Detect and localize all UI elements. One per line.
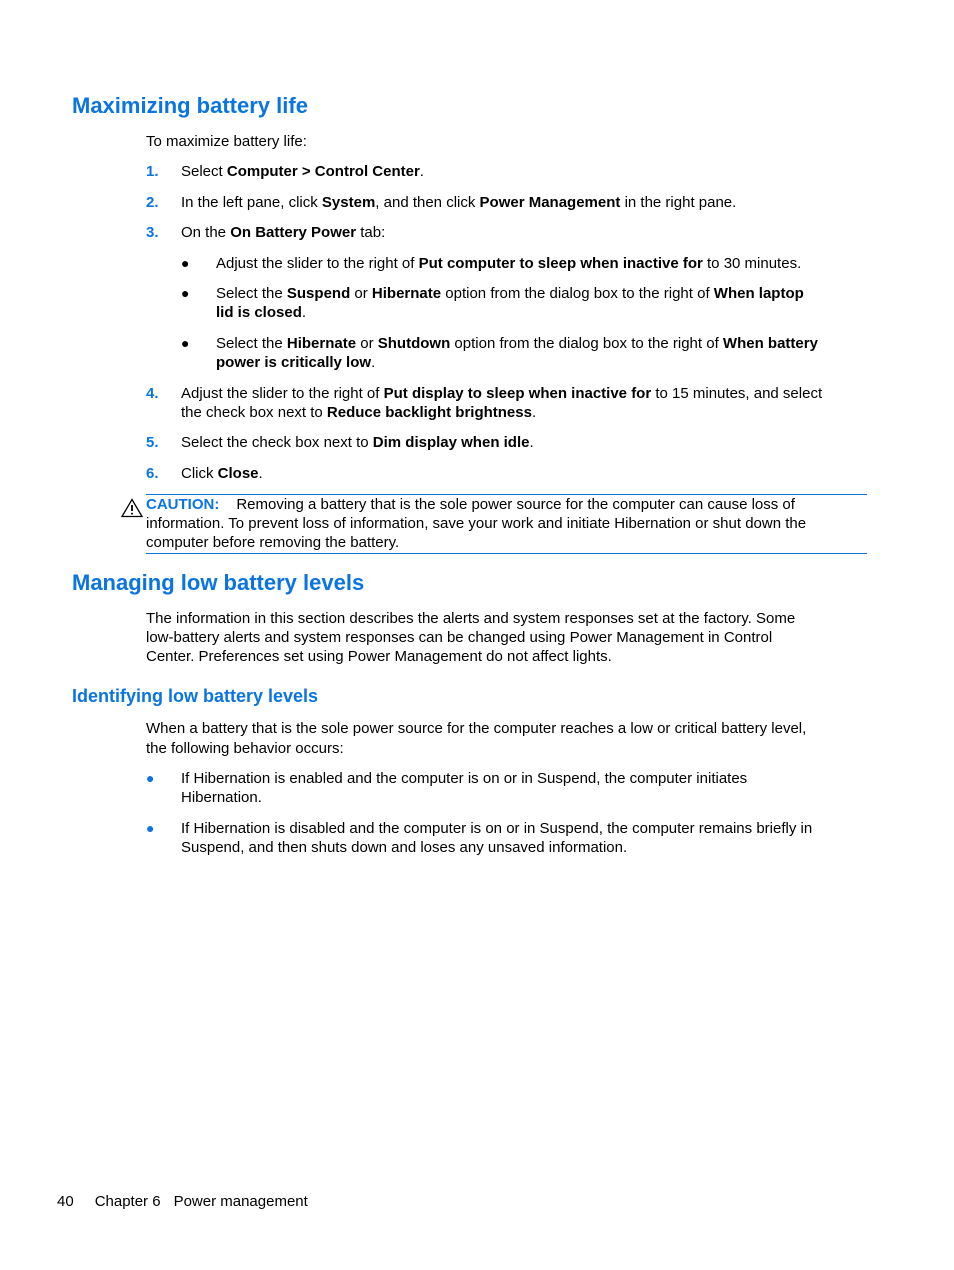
bullet-icon: ● [181,335,190,351]
heading-identifying-low-battery-levels: Identifying low battery levels [72,686,319,706]
step-text: Select Computer > Control Center. [181,163,424,180]
sub-bullet-text: Select the Hibernate or Shutdown option from the dialog box to the right of When battery [216,335,818,352]
bullet-icon: ● [181,285,190,301]
bullet-icon: ● [181,255,190,271]
step-number: 3. [146,224,159,241]
chapter-label: Chapter 6 [94,1193,161,1210]
step-number: 6. [146,465,159,482]
sub-bullet-text-cont: lid is closed. [216,304,307,321]
bullet-icon: ● [146,770,155,786]
step-number: 5. [146,434,159,451]
step-text: On the On Battery Power tab: [181,224,386,241]
paragraph-line: When a battery that is the sole power source for the computer reaches a low or critical battery level, [146,720,807,737]
caution-bottom-rule [146,553,867,554]
sub-bullet-text-cont: power is critically low. [216,354,376,371]
step-number: 1. [146,163,159,180]
paragraph-line: the following behavior occurs: [146,740,344,757]
step-text: In the left pane, click System, and then click Power Management in the right pane. [181,194,737,211]
paragraph-line: low-battery alerts and system responses can be changed using Power Management in Control [146,629,773,646]
caution-line-3: computer before removing the battery. [146,534,400,551]
step-text: Adjust the slider to the right of Put display to sleep when inactive for to 15 minutes, and select [181,385,823,402]
step-text: Select the check box next to Dim display when idle. [181,434,534,451]
warning-triangle-icon [121,498,143,518]
bullet-text-cont: Suspend, and then shuts down and loses any unsaved information. [181,839,628,856]
caution-line-1: CAUTION: Removing a battery that is the sole power source for the computer can cause loss of [146,496,795,513]
step-number: 4. [146,385,159,402]
caution-label: CAUTION: [146,496,220,513]
page-number: 40 [57,1193,74,1210]
heading-maximizing-battery-life: Maximizing battery life [72,93,308,118]
step-text: Click Close. [181,465,263,482]
bullet-icon: ● [146,820,155,836]
bullet-text: If Hibernation is enabled and the computer is on or in Suspend, the computer initiates [181,770,748,787]
bullet-text-cont: Hibernation. [181,789,262,806]
step-text-cont: the check box next to Reduce backlight brightness. [181,404,537,421]
caution-line-2: information. To prevent loss of information, save your work and initiate Hibernation or shut down the [146,515,807,532]
sub-bullet-text: Adjust the slider to the right of Put computer to sleep when inactive for to 30 minutes. [216,255,802,272]
intro-text: To maximize battery life: [146,133,307,150]
chapter-title: Power management [173,1193,308,1210]
page-footer [57,1192,308,1211]
step-number: 2. [146,194,159,211]
paragraph-line: The information in this section describes the alerts and system responses set at the factory. Some [146,610,796,627]
heading-managing-low-battery-levels: Managing low battery levels [72,570,365,595]
paragraph-line: Center. Preferences set using Power Management do not affect lights. [146,648,612,665]
sub-bullet-text: Select the Suspend or Hibernate option from the dialog box to the right of When laptop [216,285,804,302]
bullet-text: If Hibernation is disabled and the computer is on or in Suspend, the computer remains briefly in [181,820,813,837]
